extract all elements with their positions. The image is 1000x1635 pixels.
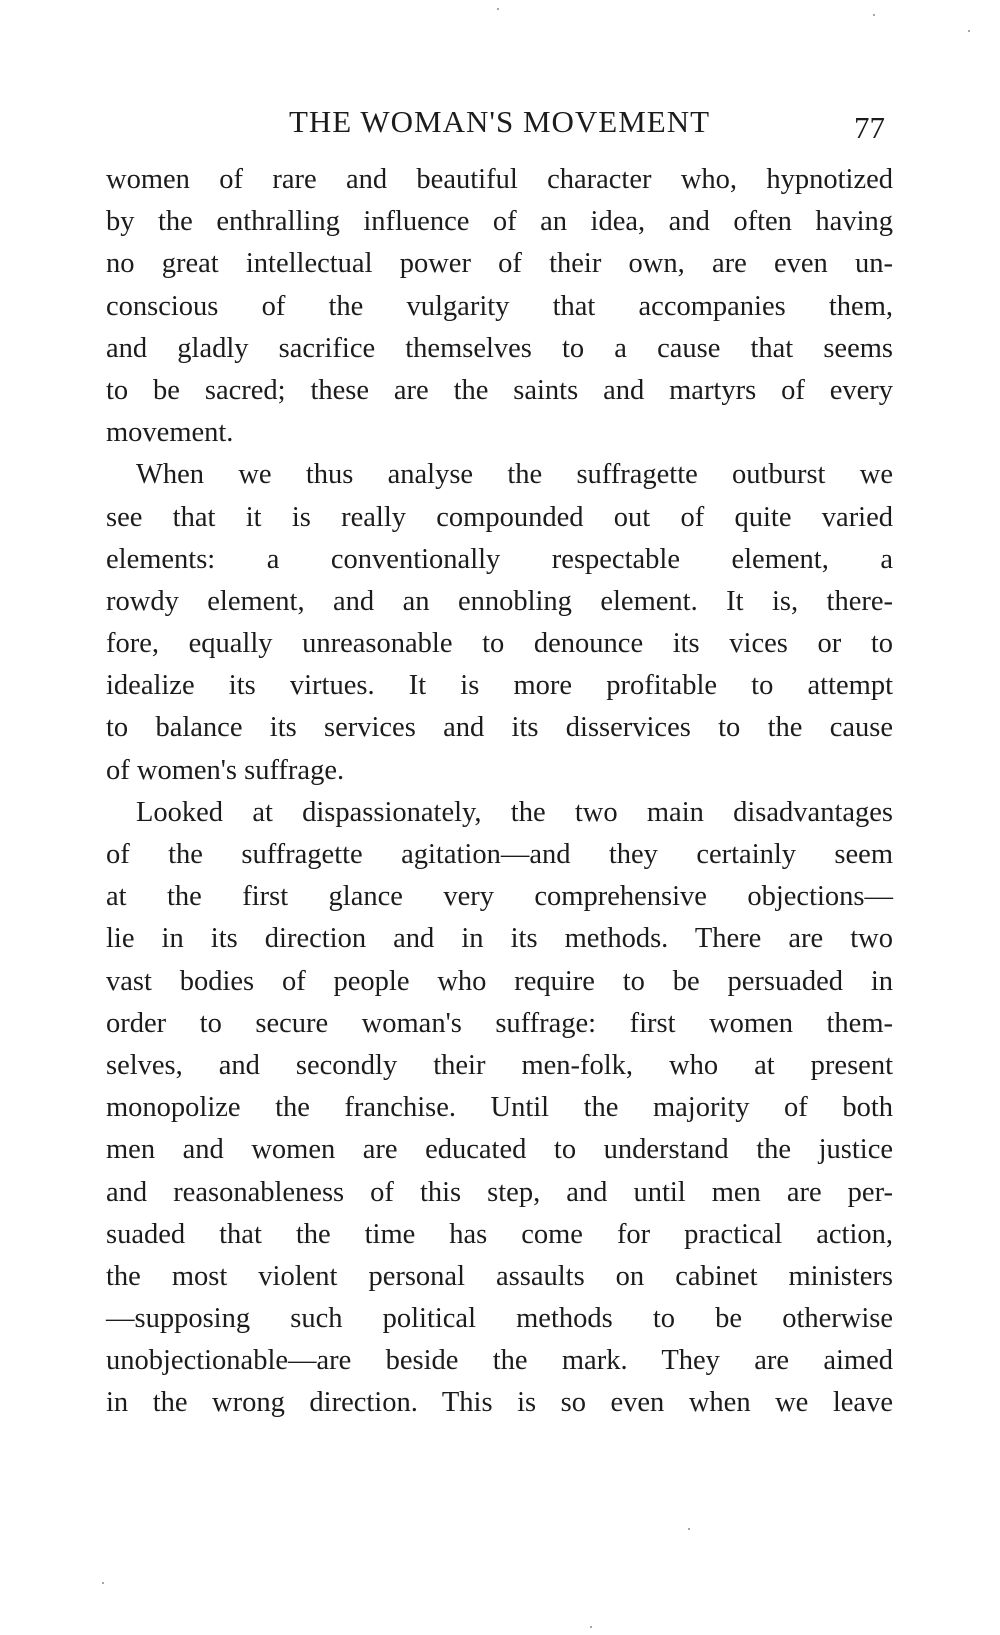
scan-speck <box>688 1528 690 1530</box>
text-line: and reasonableness of this step, and until men are per- <box>106 1176 893 1208</box>
text-line: no great intellectual power of their own, are even un- <box>106 248 893 280</box>
text-line: and gladly sacrifice themselves to a cause that seems <box>106 332 893 364</box>
scan-speck <box>102 1582 104 1584</box>
text-line: vast bodies of people who require to be persuaded in <box>106 965 893 997</box>
page-number: 77 <box>854 110 885 145</box>
text-line: Looked at dispassionately, the two main disadvantages <box>136 796 893 828</box>
text-line: women of rare and beautiful character who, hypnotized <box>106 164 893 195</box>
text-line: see that it is really compounded out of quite varied <box>106 501 893 533</box>
text-line: fore, equally unreasonable to denounce its vices or to <box>106 628 893 660</box>
text-line: at the first glance very comprehensive objections— <box>106 881 893 913</box>
scan-speck <box>497 8 499 10</box>
running-head <box>106 102 893 145</box>
text-line: rowdy element, and an ennobling element. It is, there- <box>106 585 893 617</box>
body-text <box>106 159 893 1425</box>
scan-speck <box>968 30 970 32</box>
scan-speck <box>590 1626 592 1628</box>
text-line: men and women are educated to understand the justice <box>106 1134 893 1166</box>
text-line: of the suffragette agitation—and they certainly seem <box>106 839 893 870</box>
running-title: THE WOMAN'S MOVEMENT <box>288 104 711 139</box>
text-line: suaded that the time has come for practical action, <box>106 1218 893 1250</box>
text-line: to balance its services and its disservices to the cause <box>106 712 893 744</box>
text-line: conscious of the vulgarity that accompanies them, <box>106 290 893 322</box>
text-line: selves, and secondly their men-folk, who at present <box>106 1049 893 1081</box>
text-line: in the wrong direction. This is so even when we leave <box>106 1387 893 1419</box>
text-line: by the enthralling influence of an idea, and often having <box>106 206 893 238</box>
text-line: order to secure woman's suffrage: first women them- <box>106 1007 893 1039</box>
text-line: the most violent personal assaults on cabinet ministers <box>106 1260 893 1292</box>
text-line: —supposing such political methods to be otherwise <box>106 1303 893 1335</box>
text-line: movement. <box>106 417 234 449</box>
text-line: When we thus analyse the suffragette outburst we <box>136 459 893 491</box>
text-line: to be sacred; these are the saints and martyrs of every <box>106 374 893 406</box>
text-line: elements: a conventionally respectable element, a <box>106 543 893 575</box>
text-line: monopolize the franchise. Until the majority of both <box>106 1092 893 1124</box>
text-line: of women's suffrage. <box>106 754 345 786</box>
text-line: lie in its direction and in its methods. There are two <box>106 923 893 955</box>
scan-speck <box>873 14 875 16</box>
text-line: unobjectionable—are beside the mark. They are aimed <box>106 1345 893 1377</box>
text-line: idealize its virtues. It is more profitable to attempt <box>106 670 893 702</box>
